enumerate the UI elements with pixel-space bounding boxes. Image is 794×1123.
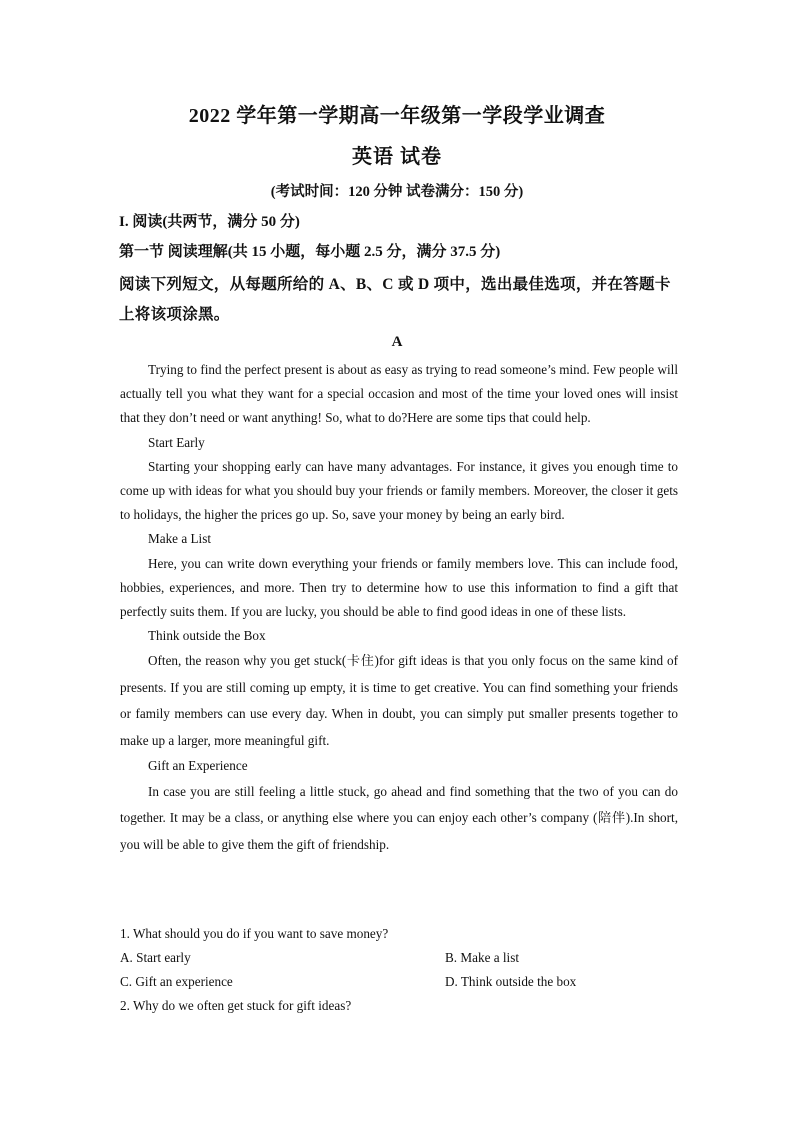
passage-subheading: Gift an Experience xyxy=(148,758,248,774)
passage-body xyxy=(120,358,678,858)
passage-label: A xyxy=(391,334,403,350)
section-subpart-heading: 第一节 阅读理解(共 15 小题，每小题 2.5 分，满分 37.5 分) xyxy=(119,244,501,260)
option-a: A. Start early xyxy=(120,950,191,965)
passage-subheading: Make a List xyxy=(148,531,211,547)
passage-paragraph: Trying to find the perfect present is about as easy as trying to read someone’s mind. Few people will actually tell you what they want for a special occasion and most of the time your loved ones will insist that they don’t need or want anything! So, what to do?Here are some tips that could help. xyxy=(120,362,678,426)
section-instruction: 阅读下列短文，从每题所给的 A、B、C 或 D 项中，选出最佳选项，并在答题卡上将该项涂黑。 xyxy=(119,276,671,323)
passage-paragraph: Starting your shopping early can have many advantages. For instance, it gives you enough time to come up with ideas for what you should buy your friends or family members. Moreover, the closer it gets to holidays, the higher the prices go up. So, save your money by being an early bird. xyxy=(120,458,678,523)
passage-subheading: Start Early xyxy=(148,434,205,450)
passage-paragraph: Often, the reason why you get stuck(卡住)for gift ideas is that you only focus on the same kind of presents. If you are still coming up empty, it is time to get creative. You can find something your friends or family members can use every day. When in doubt, you can simply put smaller presents together to make up a larger, more meaningful gift. xyxy=(120,653,678,748)
option-row xyxy=(120,946,678,970)
exam-info: (考试时间：120 分钟 试卷满分：150 分) xyxy=(270,184,524,200)
passage-subheading: Think outside the Box xyxy=(148,628,266,644)
exam-title: 2022 学年第一学期高一年级第一学段学业调查 xyxy=(188,105,606,127)
option-row xyxy=(120,970,678,994)
exam-subject: 英语 试卷 xyxy=(352,146,442,168)
question-list xyxy=(120,922,678,1018)
question-stem: 1. What should you do if you want to save money? xyxy=(120,926,389,941)
option-b: B. Make a list xyxy=(445,950,519,965)
option-d: D. Think outside the box xyxy=(445,974,577,989)
question-stem: 2. Why do we often get stuck for gift ideas? xyxy=(120,998,352,1013)
passage-paragraph: Here, you can write down everything your friends or family members love. This can include food, hobbies, experiences, and more. Then try to determine how to use this information to find a gift that perfectly suits them. If you are lucky, you should be able to find good ideas in one of these lists. xyxy=(120,555,678,620)
option-c: C. Gift an experience xyxy=(120,974,233,989)
passage-paragraph: In case you are still feeling a little stuck, go ahead and find something that the two of you can do together. It may be a class, or anything else where you can enjoy each other’s company (陪伴).In short, you will be able to give them the gift of friendship. xyxy=(120,783,678,852)
section-part-heading: I. 阅读(共两节，满分 50 分) xyxy=(119,214,300,230)
